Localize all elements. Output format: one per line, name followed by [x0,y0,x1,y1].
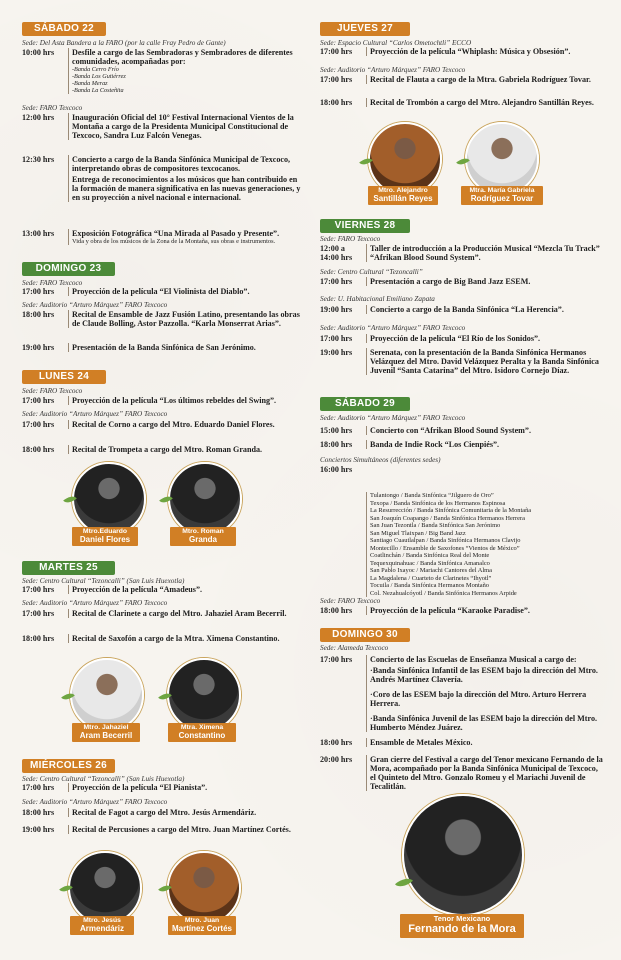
caption-line: Martínez Cortés [171,924,232,933]
venue-label: Sede: U. Habitacional Emiliano Zapata [320,295,435,303]
concert-list-item: Texopa / Banda Sinfónica de los Hermanos Espinosa [370,499,506,507]
event-text: Desfile a cargo de las Sembradoras y Sembradores de diferentes comunidades, acompañadas por: [72,48,293,66]
band-item: -Banda Meraz [72,80,108,87]
day-header: SÁBADO 29 [320,397,410,411]
event-description: Proyección de la película “El Violinista del Diablo”. [68,287,302,296]
event-description: Gran cierre del Festival a cargo del Tenor mexicano Fernando de la Mora, acompañado por la Banda Sinfónica Municipal de Texcoco, el Quinteto del Mtro. Gonzalo Romeu y el Mariachi Juvenil de Tecalitlán. [366,755,604,791]
tenor-photo [402,794,524,916]
event-description [68,229,302,245]
day-header: LUNES 24 [22,370,106,384]
event-time: 20:00 hrs [320,755,353,764]
event-description: Recital de Clarinete a cargo del Mtro. Jahaziel Aram Becerril. [68,609,302,618]
musician-caption [368,186,438,205]
concert-list-item: San Miguel Tlaixpan / Big Band Jazz [370,529,466,537]
day-header: DOMINGO 30 [320,628,410,642]
event-text: Entrega de reconocimientos a los músicos que han contribuido en la formación de manera significativa en las nuevas generaciones, y en su proyección a nivel nacional e internacional. [72,175,301,202]
musician-photo [368,122,442,196]
event-description: Inauguración Oficial del 10° Festival Internacional Vientos de la Montaña a cargo de la Presidenta Municipal Constitucional de Texcoco, Sandra Luz Falcón Venegas. [68,113,302,140]
event-time: 17:00 hrs [22,287,55,296]
event-time: 18:00 hrs [22,445,55,454]
event-description: Serenata, con la presentación de la Banda Sinfónica Hermanos Velázquez del Mtro. David Velázquez Peralta y la Banda Sinfónica Juvenil “Santa Catarina” del Mtro. Isidoro Cornejo Díaz. [366,348,604,375]
caption-line: Tenor Mexicano [433,914,491,923]
event-time: 17:00 hrs [320,75,353,84]
caption-line: Daniel Flores [79,535,131,544]
venue-label: Sede: Auditorio “Arturo Márquez” FARO Texcoco [22,798,168,806]
caption-line: Armendáriz [79,924,124,933]
event-time: 19:00 hrs [22,343,55,352]
event-description: Proyección de la película “Whiplash: Música y Obsesión”. [366,47,604,56]
musician-caption [170,527,236,546]
caption-line: Aram Becerril [79,731,133,740]
venue-label: Sede: Auditorio “Arturo Márquez” FARO Texcoco [320,414,466,422]
event-time: 15:00 hrs [320,426,353,435]
event-time: 12:00 hrs [22,113,55,122]
venue-label: Sede: FARO Texcoco [22,279,83,287]
event-time: 17:00 hrs [320,277,353,286]
event-text: Concierto a cargo de la Banda Sinfónica Municipal de Texcoco, interpretando obras de compositores texcocanos. [72,155,291,173]
musician-caption [70,916,134,935]
caption-line: Mtro. Roman [182,528,224,535]
day-header: JUEVES 27 [320,22,410,36]
event-description: Recital de Fagot a cargo del Mtro. Jesús Armendáriz. [68,808,302,817]
venue-label: Sede: Alameda Texcoco [320,644,389,652]
event-description: Taller de introducción a la Producción Musical “Mezcla Tu Track” “Afrikan Blood Sound System”. [366,244,604,262]
event-description: Proyección de la película “Amadeus”. [68,585,302,594]
event-time: 10:00 hrs [22,48,55,57]
event-time: 16:00 hrs [320,465,353,474]
caption-line: Mtra. Ximena [180,724,224,731]
event-time: 17:00 hrs [320,334,353,343]
musician-photo [167,658,241,732]
concert-list-item: Tulantongo / Banda Sinfónica “Jilguero de Oro” [370,492,494,499]
event-description: Recital de Trompeta a cargo del Mtro. Roman Granda. [68,445,302,454]
event-time: 12:30 hrs [22,155,55,164]
event-bullet: ·Banda Sinfónica Juvenil de las ESEM bajo la dirección del Mtro. Humberto Méndez Juárez. [370,714,598,732]
musician-caption [461,186,543,205]
venue-label: Sede: Auditorio “Arturo Márquez” FARO Texcoco [22,599,168,607]
venue-label: Sede: Auditorio “Arturo Márquez” FARO Texcoco [320,66,466,74]
concert-list-item: Col. Nezahualcóyotl / Banda Sinfónica Hermanos Arpide [370,589,517,597]
event-time: 18:00 hrs [320,98,353,107]
band-item: -Banda Cerro Frío [72,66,119,73]
event-text: Exposición Fotográfica “Una Mirada al Pasado y Presente”. [72,229,280,238]
musician-photo [168,462,242,536]
musician-caption [168,916,236,935]
event-description: Proyección de la película “Los últimos rebeldes del Swing”. [68,396,302,405]
venue-label: Sede: Del Asta Bandera a la FARO (por la calle Fray Pedro de Gante) [22,39,226,47]
caption-line: Mtro. Juan [184,917,220,924]
musician-photo [72,462,146,536]
concert-list-item: Montecillo / Ensamble de Saxofones “Vientos de México” [370,544,520,552]
concert-list-item: San Juan Tezontla / Banda Sinfónica San Jerónimo [370,522,501,529]
concert-list-item: La Resurrección / Banda Sinfónica Comunitaria de la Montaña [370,507,532,514]
event-time: 19:00 hrs [320,348,353,357]
day-header: MIÉRCOLES 26 [22,759,115,773]
event-description: Proyección de la película “Karaoke Paradise”. [366,606,604,615]
venue-label: Conciertos Simultáneos (diferentes sedes) [320,456,441,464]
venue-label: Sede: FARO Texcoco [22,387,83,395]
event-description: Recital de Saxofón a cargo de la Mtra. Ximena Constantino. [68,634,302,643]
event-description: Recital de Flauta a cargo de la Mtra. Gabriela Rodríguez Tovar. [366,75,604,84]
caption-line: Granda [188,535,217,544]
event-description: Proyección de la película “El Río de los Sonidos”. [366,334,604,343]
day-header: DOMINGO 23 [22,262,115,276]
venue-label: Sede: Auditorio “Arturo Márquez” FARO Texcoco [22,301,168,309]
event-time: 17:00 hrs [22,420,55,429]
event-description: Banda de Indie Rock “Los Cienpiés”. [366,440,604,449]
event-time: 12:00 a 14:00 hrs [320,244,353,262]
venue-label: Sede: Centro Cultural “Tezoncalli” (San Luis Huexotla) [22,577,185,585]
venue-label: Sede: Espacio Cultural “Carlos Ometochtli” ECCO [320,39,472,47]
event-description: Concierto con “Afrikan Blood Sound System”. [366,426,604,435]
caption-line: Mtro. Jahaziel [83,724,129,731]
tenor-caption [400,914,524,938]
event-subtext: Vida y obra de los músicos de la Zona de la Montaña, sus obras e instrumentos. [72,238,276,245]
event-time: 17:00 hrs [22,783,55,792]
event-description: Proyección de la película “El Pianista”. [68,783,302,792]
concert-list-item: Tocuila / Banda Sinfónica Hermanos Montaño [370,582,489,589]
caption-line: Rodríguez Tovar [470,194,534,203]
event-time: 18:00 hrs [320,738,353,747]
event-description: Presentación a cargo de Big Band Jazz ESEM. [366,277,604,286]
event-time: 19:00 hrs [320,305,353,314]
event-description: Recital de Trombón a cargo del Mtro. Alejandro Santillán Reyes. [366,98,604,107]
concert-list-item: Coatlinchán / Banda Sinfónica Real del Monte [370,552,490,559]
event-time: 17:00 hrs [320,655,353,664]
event-description: Ensamble de Metales México. [366,738,604,747]
musician-caption [72,723,140,742]
musician-photo [465,122,539,196]
event-description [68,155,302,202]
event-description: Recital de Corno a cargo del Mtro. Eduardo Daniel Flores. [68,420,302,429]
event-description [68,48,302,94]
band-item: -Banda La Costeñita [72,87,124,94]
event-description: Recital de Ensamble de Jazz Fusión Latino, presentando las obras de Claude Bolling, Astor Pazzolla. “Karla Monserrat Arias”. [68,310,302,328]
musician-photo [70,658,144,732]
event-time: 17:00 hrs [22,609,55,618]
event-text: Concierto de las Escuelas de Enseñanza Musical a cargo de: [370,655,577,664]
concert-list-item: La Magdalena / Cuarteto de Clarinetes “Ihyotl” [370,574,492,582]
event-time: 17:00 hrs [320,47,353,56]
event-time: 18:00 hrs [320,440,353,449]
musician-photo [167,851,241,925]
event-time: 13:00 hrs [22,229,55,238]
musician-caption [72,527,138,546]
event-time: 18:00 hrs [320,606,353,615]
caption-line: Mtra. María Gabriela [469,187,535,194]
day-header: MARTES 25 [22,561,115,575]
event-time: 19:00 hrs [22,825,55,834]
caption-line: Constantino [178,731,226,740]
venue-label: Sede: Centro Cultural “Tezoncalli” [320,268,423,276]
event-time: 18:00 hrs [22,634,55,643]
musician-caption [168,723,236,742]
event-description: Recital de Percusiones a cargo del Mtro. Juan Martínez Cortés. [68,825,302,834]
event-time: 18:00 hrs [22,310,55,319]
musician-photo [68,851,142,925]
event-description: Presentación de la Banda Sinfónica de San Jerónimo. [68,343,302,352]
venue-label: Sede: FARO Texcoco [22,104,83,112]
event-time: 18:00 hrs [22,808,55,817]
venue-label: Sede: FARO Texcoco [320,597,381,605]
venue-label: Sede: FARO Texcoco [320,235,381,243]
day-header: VIERNES 28 [320,219,410,233]
caption-line: Mtro.Eduardo [82,528,128,535]
caption-line: Mtro. Jesús [83,917,121,924]
concert-list-item: Santiago Cuautlalpan / Banda Sinfónica Hermanos Clavijo [370,537,521,544]
caption-line: Mtro. Alejandro [378,187,428,194]
band-item: -Banda Los Gutiérrez [72,73,126,80]
concert-list [366,492,604,597]
event-bullet: ·Banda Sinfónica Infantil de las ESEM bajo la dirección del Mtro. Andrés Martínez Clavería. [370,666,598,684]
concert-list-item: Tequexquinahuac / Banda Sinfónica Amanalco [370,559,490,567]
caption-line: Santillán Reyes [373,194,433,203]
event-description: Concierto a cargo de la Banda Sinfónica “La Herencia”. [366,305,604,314]
concert-list-item: San Joaquín Coapango / Banda Sinfónica Hermanos Herrera [370,514,525,522]
venue-label: Sede: Auditorio “Arturo Márquez” FARO Texcoco [22,410,168,418]
event-time: 17:00 hrs [22,585,55,594]
caption-line: Fernando de la Mora [408,923,516,935]
day-header: SÁBADO 22 [22,22,106,36]
event-bullet: ·Coro de las ESEM bajo la dirección del Mtro. Arturo Herrera Herrera. [370,690,587,708]
venue-label: Sede: Auditorio “Arturo Márquez” FARO Texcoco [320,324,466,332]
concert-list-item: San Pablo Ixayoc / Mariachi Cantores del Alma [370,567,492,574]
venue-label: Sede: Centro Cultural “Tezoncalli” (San Luis Huexotla) [22,775,185,783]
event-description [366,655,604,732]
event-time: 17:00 hrs [22,396,55,405]
